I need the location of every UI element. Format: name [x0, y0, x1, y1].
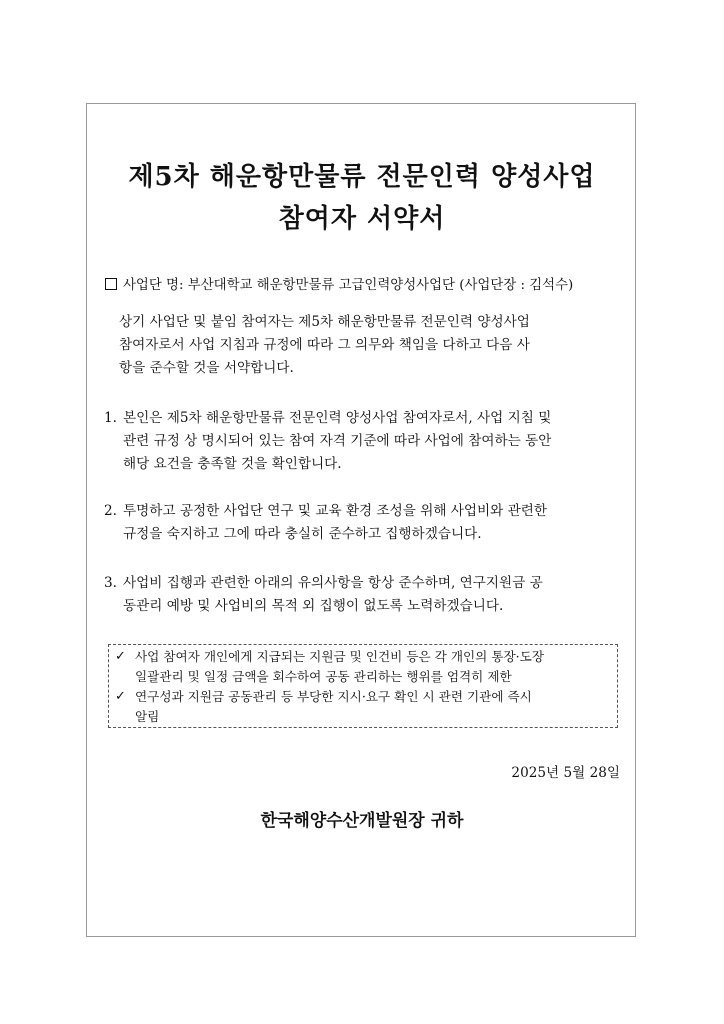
item-number: 2.: [104, 503, 117, 519]
intro-line: 상기 사업단 및 붙임 참여자는 제5차 해운항만물류 전문인력 양성사업: [119, 314, 530, 330]
pledge-date: 2025년 5월 28일: [511, 765, 620, 781]
pledge-item-1: [104, 407, 551, 476]
business-name: 사업단 명: 부산대학교 해운항만물류 고급인력양성사업단 (사업단장 : 김석수): [123, 278, 574, 293]
item-line: 투명하고 공정한 사업단 연구 및 교육 환경 조성을 위해 사업비와 관련한: [123, 503, 548, 519]
pledge-item-3: [104, 572, 543, 618]
notice-line: 사업 참여자 개인에게 지급되는 지원금 및 인건비 등은 각 개인의 통장·도장: [135, 649, 545, 664]
notice-item: [115, 647, 617, 687]
item-line: 규정을 숙지하고 그에 따라 충실히 준수하고 집행하겠습니다.: [123, 526, 482, 542]
intro-line: 항을 준수할 것을 서약합니다.: [119, 360, 294, 376]
checkbox-icon: [105, 278, 117, 290]
recipient: 한국해양수산개발원장 귀하: [260, 811, 464, 831]
intro-paragraph: [119, 311, 530, 380]
notice-box: [108, 644, 618, 728]
item-line: 동관리 예방 및 사업비의 목적 외 집행이 없도록 노력하겠습니다.: [123, 598, 504, 614]
check-icon: ✓: [115, 649, 126, 664]
check-icon: ✓: [115, 689, 126, 704]
notice-line: 일괄관리 및 일정 금액을 회수하여 공동 관리하는 행위를 엄격히 제한: [135, 669, 512, 684]
business-name-line: [105, 274, 573, 293]
notice-line: 알림: [135, 709, 160, 724]
item-line: 관련 규정 상 명시되어 있는 참여 자격 기준에 따라 사업에 참여하는 동안: [123, 433, 552, 449]
pledge-item-2: [104, 500, 547, 546]
intro-line: 참여자로서 사업 지침과 규정에 따라 그 의무와 책임을 다하고 다음 사: [119, 337, 530, 353]
document-subtitle: 참여자 서약서: [278, 204, 446, 234]
item-line: 사업비 집행과 관련한 아래의 유의사항을 항상 준수하며, 연구지원금 공: [123, 575, 543, 591]
notice-item: [115, 687, 617, 727]
notice-line: 연구성과 지원금 공동관리 등 부당한 지시·요구 확인 시 관련 기관에 즉시: [135, 689, 532, 704]
item-line: 해당 요건을 충족할 것을 확인합니다.: [123, 456, 342, 472]
item-number: 1.: [104, 410, 117, 426]
item-number: 3.: [104, 575, 117, 591]
item-line: 본인은 제5차 해운항만물류 전문인력 양성사업 참여자로서, 사업 지침 및: [123, 410, 552, 426]
document-title: 제5차 해운항만물류 전문인력 양성사업: [128, 162, 596, 192]
